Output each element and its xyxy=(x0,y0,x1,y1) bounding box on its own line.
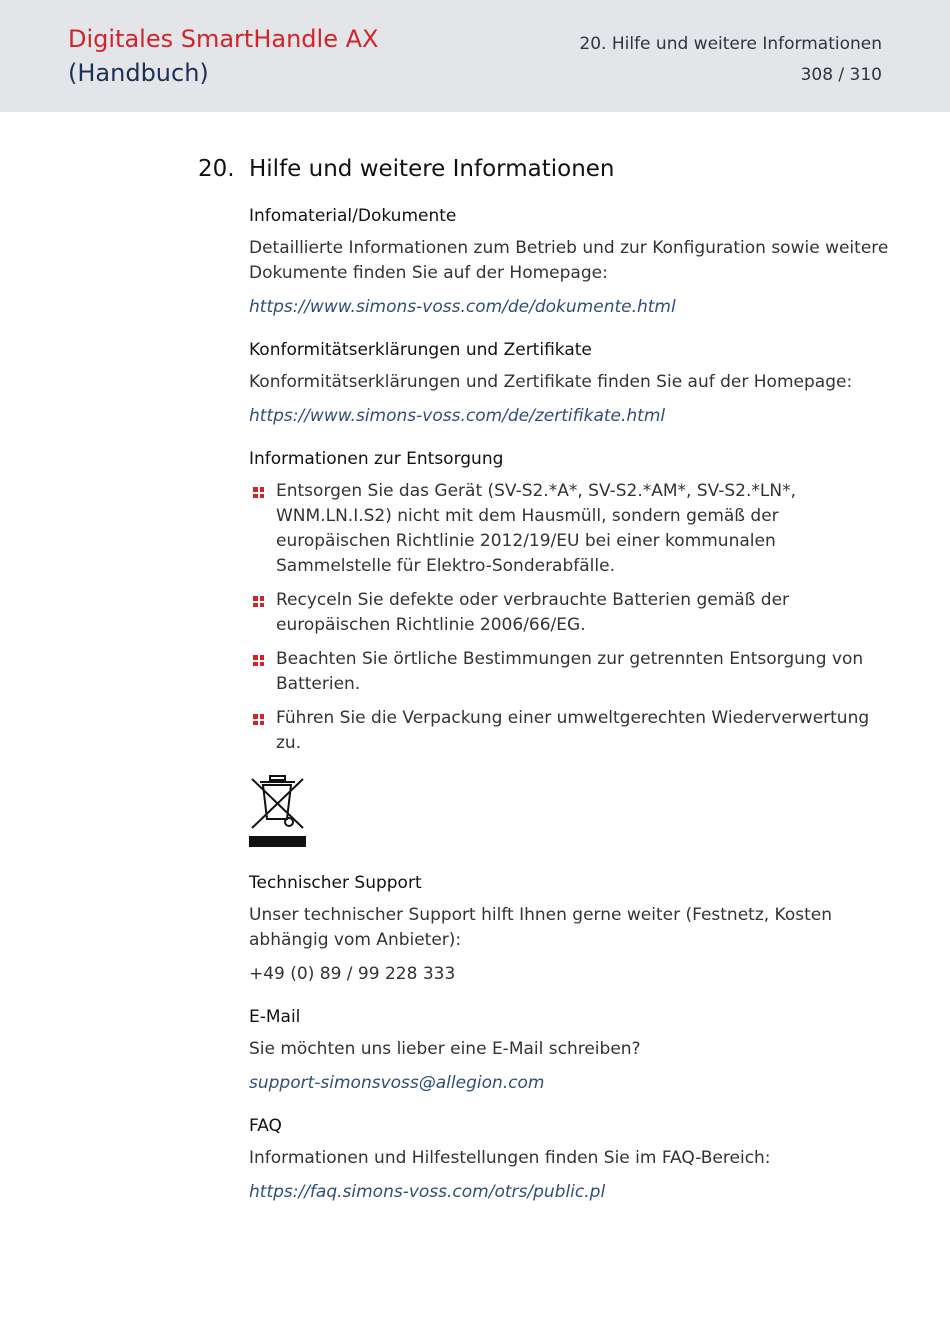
bullet-text: Recyceln Sie defekte oder verbrauchte Batterien gemäß der europäischen Richtlinie 2006/66/EG. xyxy=(276,590,790,635)
certs-link[interactable]: https://www.simons-voss.com/de/zertifikate.html xyxy=(249,406,666,426)
bullet-text: Beachten Sie örtliche Bestimmungen zur getrennten Entsorgung von Batterien. xyxy=(276,649,864,694)
bullet-icon xyxy=(253,487,264,498)
section-text-email: Sie möchten uns lieber eine E-Mail schreiben? xyxy=(249,1039,641,1059)
section-title-support: Technischer Support xyxy=(249,873,422,893)
chapter-heading xyxy=(198,156,615,182)
bullet-icon xyxy=(253,655,264,666)
docs-link[interactable]: https://www.simons-voss.com/de/dokumente.html xyxy=(249,297,676,317)
email-link[interactable]: support-simonsvoss@allegion.com xyxy=(249,1073,545,1093)
main-content xyxy=(249,205,889,1224)
section-title-email: E-Mail xyxy=(249,1007,301,1027)
document-title-line2: (Handbuch) xyxy=(68,59,209,87)
page-header xyxy=(0,0,950,112)
chapter-number: 20. xyxy=(198,156,235,182)
bullet-text: Führen Sie die Verpackung einer umweltgerechten Wiederverwertung zu. xyxy=(276,708,870,753)
header-meta xyxy=(579,29,882,91)
section-text-docs: Detaillierte Informationen zum Betrieb und zur Konfiguration sowie weitere Dokumente finden Sie auf der Homepage: xyxy=(249,238,889,283)
section-title-disposal: Informationen zur Entsorgung xyxy=(249,449,504,469)
section-title-docs: Infomaterial/Dokumente xyxy=(249,206,457,226)
disposal-list xyxy=(249,479,889,756)
section-text-support: Unser technischer Support hilft Ihnen gerne weiter (Festnetz, Kosten abhängig vom Anbieter): xyxy=(249,905,833,950)
faq-link[interactable]: https://faq.simons-voss.com/otrs/public.pl xyxy=(249,1182,606,1202)
chapter-title: Hilfe und weitere Informationen xyxy=(249,156,615,182)
list-item xyxy=(249,588,889,638)
document-title xyxy=(68,22,378,90)
support-phone: +49 (0) 89 / 99 228 333 xyxy=(249,964,456,984)
bullet-text: Entsorgen Sie das Gerät (SV-S2.*A*, SV-S2.*AM*, SV-S2.*LN*, WNM.LN.I.S2) nicht mit dem Hausmüll, sondern gemäß der europäischen Richtlinie 2012/19/EU bei einer kommunalen Sammelstelle für Elektro-Sonderabfälle. xyxy=(276,481,796,576)
list-item xyxy=(249,706,889,756)
header-chapter-ref: 20. Hilfe und weitere Informationen xyxy=(579,34,882,54)
page-number: 308 / 310 xyxy=(800,65,882,85)
section-title-faq: FAQ xyxy=(249,1116,282,1136)
section-text-faq: Informationen und Hilfestellungen finden Sie im FAQ-Bereich: xyxy=(249,1148,771,1168)
list-item xyxy=(249,647,889,697)
list-item xyxy=(249,479,889,579)
bullet-icon xyxy=(253,596,264,607)
weee-bin-icon xyxy=(249,775,306,848)
section-text-certs: Konformitätserklärungen und Zertifikate finden Sie auf der Homepage: xyxy=(249,372,853,392)
document-title-line1: Digitales SmartHandle AX xyxy=(68,25,379,53)
bullet-icon xyxy=(253,714,264,725)
section-title-certs: Konformitätserklärungen und Zertifikate xyxy=(249,340,592,360)
